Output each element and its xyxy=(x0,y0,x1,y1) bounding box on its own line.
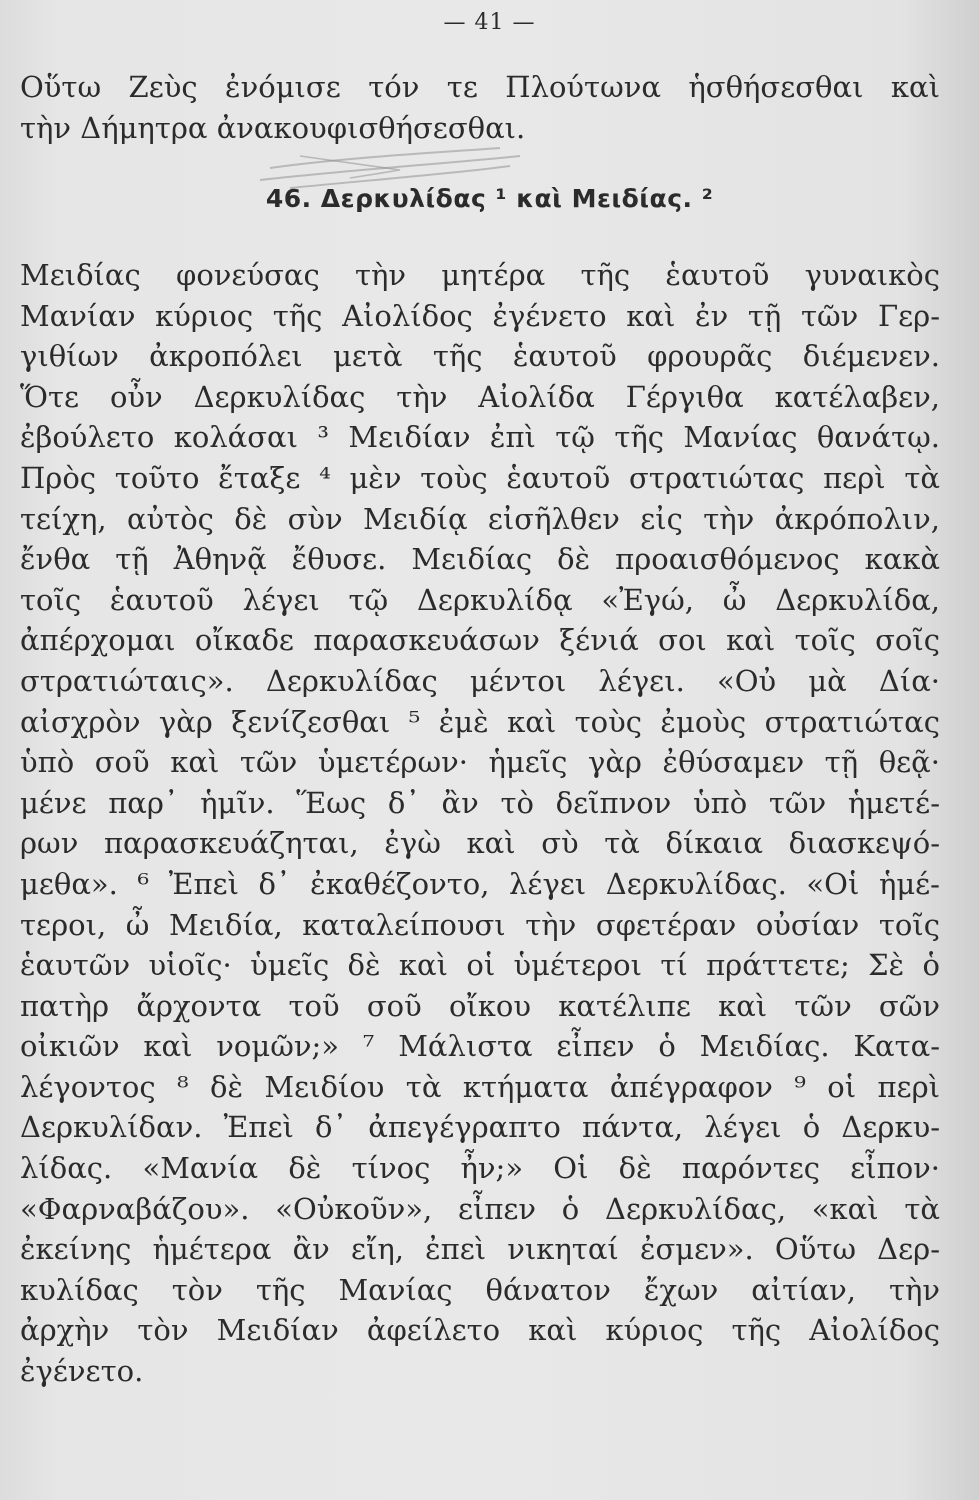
text-line: τὴν Δήμητρα ἀνακουφισθήσεσθαι. xyxy=(20,110,526,145)
text-line: ἑαυτῶν υἱοῖς· ὑμεῖς δὲ καὶ οἱ ὑμέτεροι τί πράττετε; Σὲ ὁ xyxy=(20,948,940,983)
text-line: τεροι, ὦ Μειδία, καταλείπουσι τὴν σφετέραν οὐσίαν τοῖς xyxy=(20,907,940,942)
text-line: ἐβούλετο κολάσαι ³ Μειδίαν ἐπὶ τῷ τῆς Μανίας θανάτῳ. xyxy=(20,420,940,455)
text-line: ρων παρασκευάζηται, ἐγὼ καὶ σὺ τὰ δίκαια διασκεψό- xyxy=(20,826,940,861)
text-line: Μανίαν κύριος τῆς Αἰολίδος ἐγένετο καὶ ἐν τῇ τῶν Γερ- xyxy=(20,298,940,333)
text-line: «Φαρναβάζου». «Οὐκοῦν», εἶπεν ὁ Δερκυλίδας, «καὶ τὰ xyxy=(20,1191,940,1226)
text-line: Ὅτε οὖν Δερκυλίδας τὴν Αἰολίδα Γέργιθα κατέλαβεν, xyxy=(20,379,940,414)
text-line: μεθα». ⁶ Ἐπεὶ δ᾽ ἐκαθέζοντο, λέγει Δερκυλίδας. «Οἱ ἡμέ- xyxy=(20,866,940,901)
text-line: Πρὸς τοῦτο ἔταξε ⁴ μὲν τοὺς ἑαυτοῦ στρατιώτας περὶ τὰ xyxy=(20,460,940,495)
text-line: ἀπέρχομαι οἴκαδε παρασκευάσων ξένιά σοι καὶ τοῖς σοῖς xyxy=(20,623,940,658)
text-line: τοῖς ἑαυτοῦ λέγει τῷ Δερκυλίδᾳ «Ἐγώ, ὦ Δερκυλίδα, xyxy=(20,582,940,617)
text-line: κυλίδας τὸν τῆς Μανίας θάνατον ἔχων αἰτίαν, τὴν xyxy=(20,1272,940,1307)
main-paragraph xyxy=(20,255,940,1392)
text-line: ἐκείνης ἡμέτερα ἂν εἴη, ἐπεὶ νικηταί ἐσμεν». Οὕτω Δερ- xyxy=(20,1232,940,1267)
text-line: Οὕτω Ζεὺς ἐνόμισε τόν τε Πλούτωνα ἡσθήσεσθαι καὶ xyxy=(20,70,940,104)
page-number: — 41 — xyxy=(443,10,536,35)
text-line: στρατιώταις». Δερκυλίδας μέντοι λέγει. «Οὐ μὰ Δία· xyxy=(20,663,940,698)
text-line: λέγοντος ⁸ δὲ Μειδίου τὰ κτήματα ἀπέγραφον ⁹ οἱ περὶ xyxy=(20,1069,940,1104)
text-line: τείχη, αὐτὸς δὲ σὺν Μειδίᾳ εἰσῆλθεν εἰς τὴν ἀκρόπολιν, xyxy=(20,501,940,536)
text-line: αἰσχρὸν γὰρ ξενίζεσθαι ⁵ ἐμὲ καὶ τοὺς ἐμοὺς στρατιώτας xyxy=(20,704,940,739)
text-line: μένε παρ᾽ ἡμῖν. Ἕως δ᾽ ἂν τὸ δεῖπνον ὑπὸ τῶν ἡμετέ- xyxy=(20,785,940,820)
text-line: ὑπὸ σοῦ καὶ τῶν ὑμετέρων· ἡμεῖς γὰρ ἐθύσαμεν τῇ θεᾷ· xyxy=(20,745,940,780)
text-line: ἔνθα τῇ Ἀθηνᾷ ἔθυσε. Μειδίας δὲ προαισθόμενος κακὰ xyxy=(20,542,940,577)
text-line: Μειδίας φονεύσας τὴν μητέρα τῆς ἑαυτοῦ γυναικὸς xyxy=(20,258,940,292)
text-line: Δερκυλίδαν. Ἐπεὶ δ᾽ ἀπεγέγραπτο πάντα, λέγει ὁ Δερκυ- xyxy=(20,1110,940,1145)
text-line: οἰκιῶν καὶ νομῶν;» ⁷ Μάλιστα εἶπεν ὁ Μειδίας. Κατα- xyxy=(20,1029,940,1064)
text-line: λίδας. «Μανία δὲ τίνος ἦν;» Οἱ δὲ παρόντες εἶπον· xyxy=(20,1151,940,1186)
text-line: γιθίων ἀκροπόλει μετὰ τῆς ἑαυτοῦ φρουρᾶς διέμενεν. xyxy=(20,339,940,374)
text-line: ἀρχὴν τὸν Μειδίαν ἀφείλετο καὶ κύριος τῆς Αἰολίδος xyxy=(20,1313,940,1348)
text-line: ἐγένετο. xyxy=(20,1354,144,1389)
section-heading: 46. Δερκυλίδας ¹ καὶ Μειδίας. ² xyxy=(265,184,714,213)
text-line: πατὴρ ἄρχοντα τοῦ σοῦ οἴκου κατέλιπε καὶ τῶν σῶν xyxy=(20,988,940,1023)
